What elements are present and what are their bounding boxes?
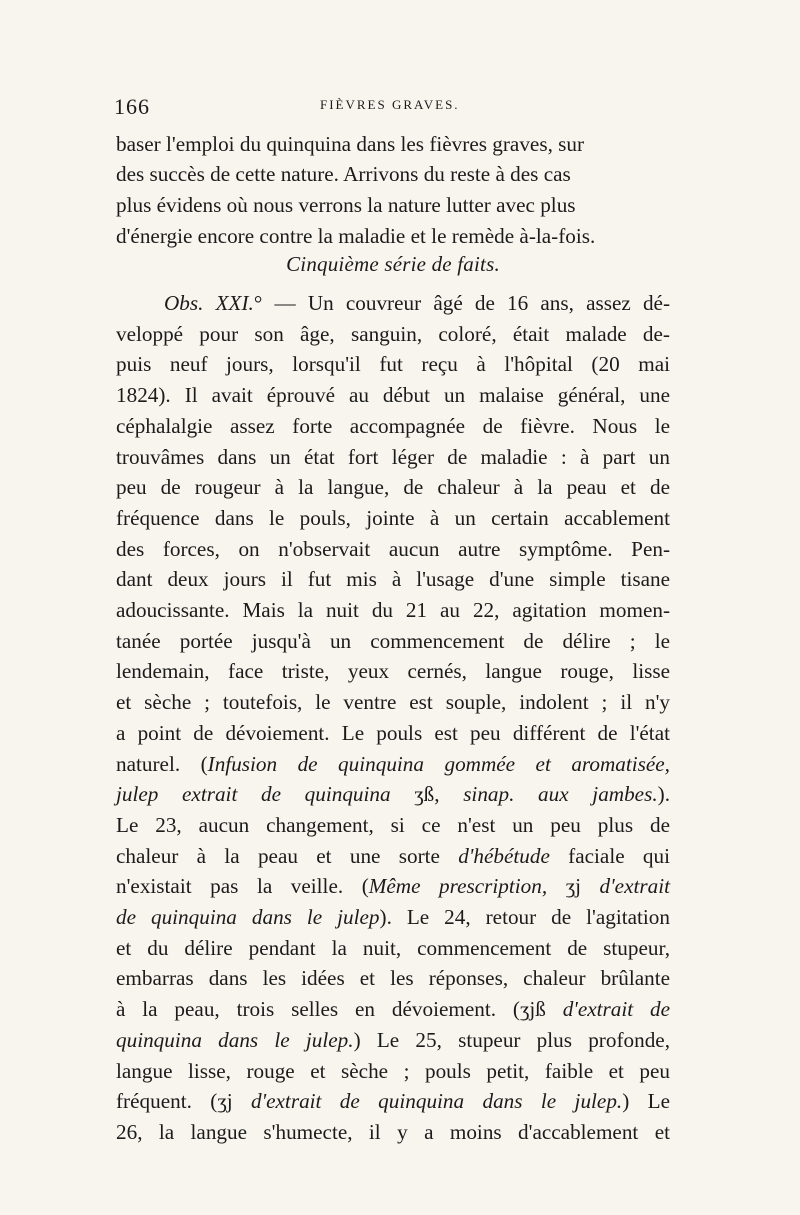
italic-text: d'hébétude	[458, 843, 550, 868]
observation-line	[116, 534, 670, 565]
observation-line	[116, 319, 670, 350]
roman-text: peu de rougeur à la langue, de chaleur à la peau et de	[116, 475, 670, 500]
intro-line: baser l'emploi du quinquina dans les fièvres graves, sur	[116, 132, 585, 156]
observation-line	[116, 442, 670, 473]
observation-line	[116, 994, 670, 1025]
observation-line	[116, 411, 670, 442]
italic-text: d'extrait de quinquina dans le julep.	[251, 1089, 623, 1114]
roman-text: puis neuf jours, lorsqu'il fut reçu à l'hôpital (20 mai	[116, 352, 670, 377]
roman-text: adoucissante. Mais la nuit du 21 au 22, agitation momen-	[116, 598, 670, 622]
observation-line	[116, 718, 670, 749]
italic-text: Même prescription,	[368, 874, 566, 899]
intro-line: d'énergie encore contre la maladie et le remède à-la-fois.	[116, 224, 596, 248]
roman-text: fréquence dans le pouls, jointe à un certain accablement	[116, 505, 670, 530]
roman-text: trouvâmes dans un état fort léger de maladie : à part un	[116, 444, 670, 469]
roman-text: 1824). Il avait éprouvé au début un malaise général, une	[116, 383, 670, 408]
observation-line	[116, 902, 670, 933]
italic-text: quinquina dans le julep.	[116, 1027, 354, 1052]
observation-line	[116, 380, 670, 411]
roman-text: veloppé pour son âge, sanguin, coloré, était malade de-	[116, 321, 670, 346]
italic-text: Obs. XXI.	[164, 291, 254, 315]
roman-text: ) Le	[622, 1089, 670, 1114]
observation-line	[116, 1117, 670, 1148]
roman-text: et sèche ; toutefois, le ventre est souple, indolent ; il n'y	[116, 690, 670, 715]
observation-line	[116, 595, 670, 626]
observation-line	[116, 656, 670, 687]
roman-text: ).	[657, 782, 670, 807]
observation-line	[116, 687, 670, 718]
italic-text: Infusion de quinquina gommée et aromatisée,	[207, 751, 670, 776]
roman-text: faciale qui	[549, 843, 670, 868]
roman-text: ) Le 25, stupeur plus profonde,	[353, 1027, 670, 1052]
roman-text: dant deux jours il fut mis à l'usage d'une simple tisane	[116, 567, 670, 592]
observation-line	[116, 963, 670, 994]
roman-text: ʒj	[217, 1089, 251, 1114]
roman-text: fréquent. (	[116, 1089, 218, 1114]
italic-text: d'extrait de	[562, 997, 670, 1022]
roman-text: ° — Un couvreur âgé de 16 ans, assez dé-	[253, 291, 670, 315]
observation-line	[116, 871, 670, 902]
observation-line	[116, 933, 670, 964]
running-head: FIÈVRES GRAVES.	[320, 97, 460, 112]
roman-text: 26, la langue s'humecte, il y a moins d'accablement et	[116, 1119, 670, 1144]
italic-text: sinap. aux jambes.	[463, 782, 658, 807]
italic-text: d'extrait	[599, 874, 670, 899]
roman-text: ʒjß	[519, 997, 563, 1022]
roman-text: embarras dans les idées et les réponses, chaleur brûlante	[116, 966, 670, 991]
observation-line	[116, 1056, 670, 1087]
observation-line	[116, 841, 670, 872]
page-header	[114, 94, 674, 118]
roman-text: ʒß,	[414, 782, 464, 807]
roman-text: ). Le 24, retour de l'agitation	[379, 905, 670, 929]
observation-line	[116, 779, 670, 810]
observation-line	[116, 503, 670, 534]
observation-line	[116, 626, 670, 657]
intro-line: des succès de cette nature. Arrivons du reste à des cas	[116, 162, 571, 186]
roman-text: chaleur à la peau et une sorte	[116, 843, 459, 868]
observation-line	[116, 564, 670, 595]
roman-text: ʒj	[565, 874, 600, 899]
roman-text: tanée portée jusqu'à un commencement de délire ; le	[116, 628, 670, 653]
roman-text: Le 23, aucun changement, si ce n'est un peu plus de	[116, 812, 670, 837]
intro-line: plus évidens où nous verrons la nature lutter avec plus	[116, 193, 576, 217]
section-title: Cinquième série de faits.	[286, 252, 500, 276]
page-number: 166	[114, 94, 150, 119]
roman-text: lendemain, face triste, yeux cernés, langue rouge, lisse	[116, 659, 670, 684]
roman-text: à la peau, trois selles en dévoiement. (	[116, 997, 520, 1022]
observation-line	[116, 1025, 670, 1056]
roman-text: des forces, on n'observait aucun autre symptôme. Pen-	[116, 536, 670, 561]
roman-text: naturel. (	[116, 751, 208, 776]
italic-text: de quinquina dans le julep	[116, 905, 380, 929]
observation-line	[116, 349, 670, 380]
roman-text: n'existait pas la veille. (	[116, 874, 369, 899]
observation-line	[116, 810, 670, 841]
roman-text: langue lisse, rouge et sèche ; pouls petit, faible et peu	[116, 1058, 670, 1083]
observation-line	[116, 1086, 670, 1117]
observation-line	[116, 749, 670, 780]
observation-line	[116, 288, 670, 319]
observation-line	[116, 472, 670, 503]
italic-text: julep extrait de quinquina	[116, 782, 415, 807]
roman-text: céphalalgie assez forte accompagnée de fièvre. Nous le	[116, 413, 670, 438]
roman-text: a point de dévoiement. Le pouls est peu différent de l'état	[116, 720, 670, 745]
roman-text: et du délire pendant la nuit, commencement de stupeur,	[116, 935, 670, 960]
